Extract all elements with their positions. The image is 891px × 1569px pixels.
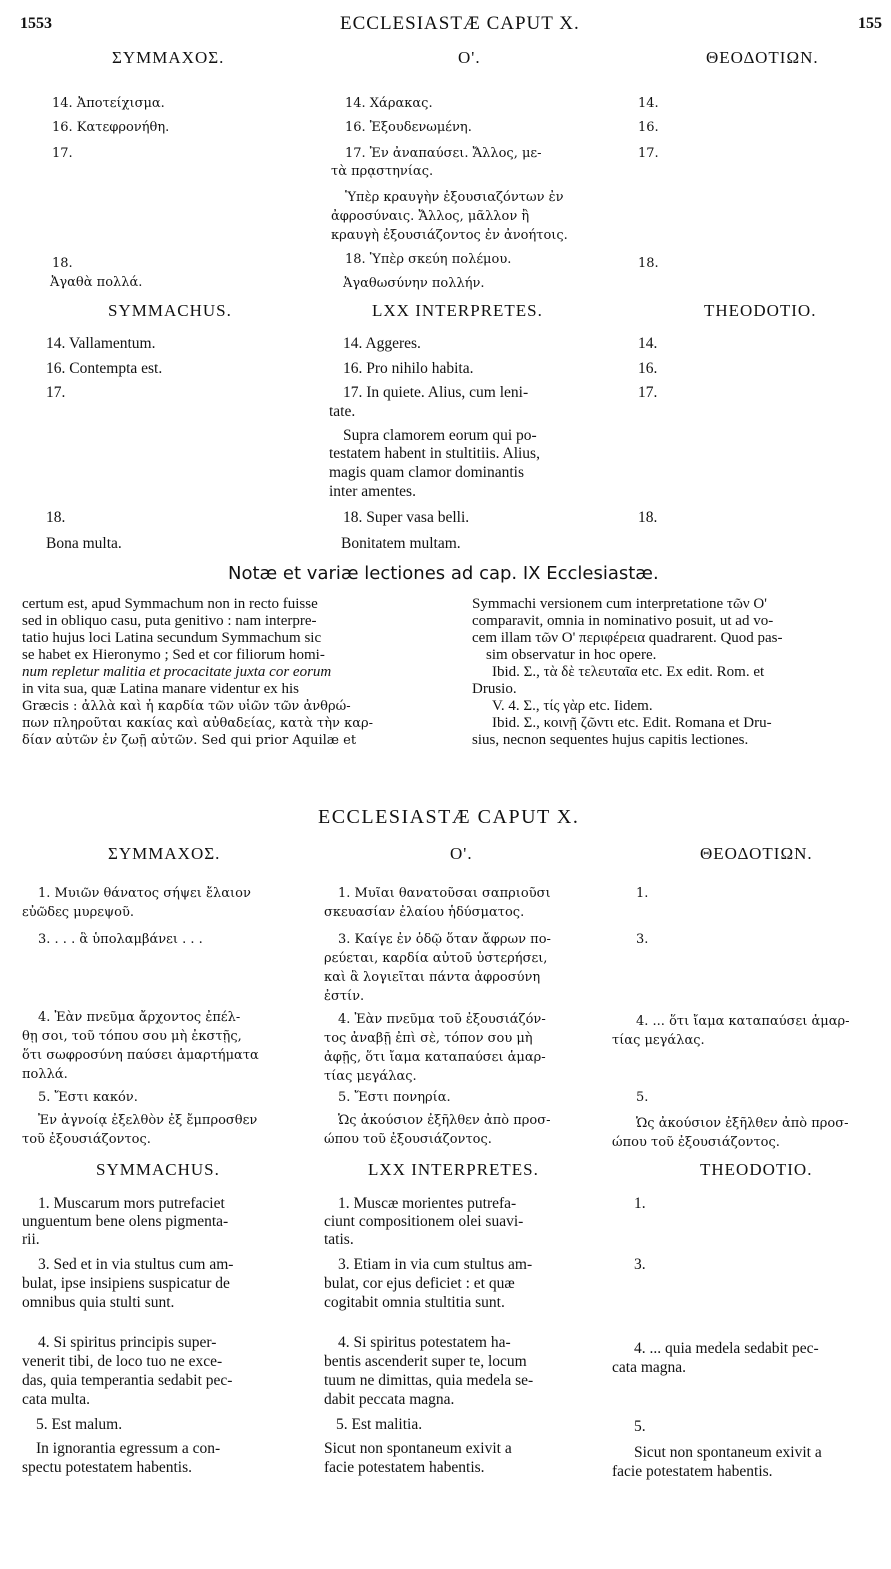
verse-text: 4. Ἐὰν πνεῦμα τοῦ ἐξουσιάζόν- (338, 1012, 546, 1027)
verse-text: das, quia temperantia sedabit pec- (22, 1372, 233, 1389)
verse-text: ἀφροσύναις. Ἄλλος, μᾶλλον ἢ (331, 209, 530, 224)
verse-text: magis quam clamor dominantis (329, 464, 525, 481)
verse-text: 3. (636, 932, 649, 947)
note-line: Græcis : ἀλλὰ καὶ ἡ καρδία τῶν υἱῶν τῶν ἀνθρώ- (22, 699, 351, 714)
verse-text: 5. (636, 1090, 649, 1105)
verse-text: bulat, ipse insipiens suspicatur de (22, 1275, 230, 1292)
verse-text: cata magna. (612, 1359, 687, 1376)
verse-text: 5. Est malitia. (336, 1416, 423, 1433)
verse-text: Ὑπὲρ κραυγὴν ἐξουσιαζόντων ἐν (345, 190, 564, 205)
note-line: tatio hujus loci Latina secundum Symmachum sic (22, 630, 322, 646)
verse-text: cogitabit omnia stultitia sunt. (324, 1294, 505, 1311)
col-header-lxx-greek: Ο'. (450, 844, 473, 863)
col-header-symmachus-latin: SYMMACHUS. (108, 301, 232, 320)
verse-text: omnibus quia stulti sunt. (22, 1294, 175, 1311)
verse-text: 4. Ἐὰν πνεῦμα ἄρχοντος ἐπέλ- (38, 1010, 241, 1025)
verse-text: 18. Super vasa belli. (343, 509, 470, 526)
verse-text: 3. Καίγε ἐν ὁδῷ ὅταν ἄφρων πο- (338, 932, 551, 947)
col-header-symmachus-greek: ΣΥΜΜΑΧΟΣ. (112, 48, 225, 67)
verse-text: εὐῶδες μυρεψοῦ. (22, 905, 134, 920)
verse-text: θῃ σοι, τοῦ τόπου σου μὴ ἐκστῇς, (22, 1029, 242, 1044)
col-header-lxx-latin: LXX INTERPRETES. (368, 1160, 539, 1179)
verse-text: 1. Μυῖαι θανατοῦσαι σαπριοῦσι (338, 886, 551, 901)
verse-text: Sicut non spontaneum exivit a (634, 1444, 822, 1461)
verse-text: spectu potestatem habentis. (22, 1459, 193, 1476)
verse-text: ώπου τοῦ ἐξουσιάζοντος. (324, 1132, 492, 1147)
verse-text: Bona multa. (46, 535, 122, 552)
verse-text: 16. Contempta est. (46, 360, 163, 377)
notes-heading: Notæ et variæ lectiones ad cap. IX Ecclesiastæ. (228, 563, 659, 584)
verse-text: 16. Κατεφρονήθη. (52, 120, 170, 135)
verse-text: bentis ascenderit super te, locum (324, 1353, 527, 1370)
verse-text: Ἀγαθωσύνην πολλήν. (343, 276, 485, 291)
verse-text: 17. (46, 384, 66, 401)
verse-text: 14. Aggeres. (343, 335, 421, 352)
verse-text: 18. (638, 509, 658, 526)
verse-text: 17. In quiete. Alius, cum leni- (343, 384, 529, 401)
verse-text: Ἀγαθὰ πολλά. (50, 275, 143, 290)
note-line: πων πληροῦται κακίας καὶ αὐθαδείας, κατὰ τὴν καρ- (22, 716, 374, 731)
note-line: se habet ex Hieronymo ; Sed et cor filiorum homi- (22, 647, 325, 663)
note-line: sed in obliquo casu, puta genitivo : nam interpre- (22, 613, 317, 629)
note-line: certum est, apud Symmachum non in recto fuisse (22, 596, 318, 612)
verse-text: τος ἀναβῇ ἐπὶ σὲ, τόπον σου μὴ (324, 1031, 533, 1046)
note-line: sim observatur in hoc opere. (486, 647, 657, 663)
verse-text: ὅτι σωφροσύνη παύσει ἁμαρτήματα (22, 1048, 259, 1063)
page-number-left: 1553 (20, 15, 52, 32)
verse-text: rii. (22, 1231, 40, 1248)
verse-text: 14. Vallamentum. (46, 335, 156, 352)
col-header-theodotio-latin: THEODOTIO. (700, 1160, 813, 1179)
verse-text: Sicut non spontaneum exivit a (324, 1440, 512, 1457)
verse-text: καὶ ἃ λογιεῖται πάντα ἀφροσύνη (324, 970, 541, 985)
verse-text: 5. Est malum. (36, 1416, 123, 1433)
note-line: in vita sua, quæ Latina manare videntur ex his (22, 681, 300, 697)
verse-text: 5. Ἔστι πονηρία. (338, 1090, 451, 1105)
verse-text: τίας μεγάλας. (324, 1069, 417, 1084)
verse-text: Supra clamorem eorum qui po- (343, 427, 537, 444)
verse-text: 5. (634, 1418, 646, 1435)
verse-text: 17. (638, 146, 659, 161)
note-line: Drusio. (472, 681, 517, 697)
verse-text: 5. Ἔστι κακόν. (38, 1090, 138, 1105)
verse-text: 3. Etiam in via cum stultus am- (338, 1256, 533, 1273)
verse-text: ώπου τοῦ ἐξουσιάζοντος. (612, 1135, 780, 1150)
verse-text: 17. Ἐν ἀναπαύσει. Ἄλλος, με- (345, 146, 542, 161)
verse-text: ἀφῇς, ὅτι ἴαμα καταπαύσει ἁμαρ- (324, 1050, 546, 1065)
verse-text: 14. (638, 96, 659, 111)
verse-text: σκευασίαν ἐλαίου ἡδύσματος. (324, 905, 525, 920)
verse-text: unguentum bene olens pigmenta- (22, 1213, 229, 1230)
verse-text: τὰ πρᾳστηνίας. (331, 164, 434, 179)
verse-text: Ὡς ἀκούσιον ἐξῆλθεν ἀπὸ προσ- (636, 1116, 849, 1131)
verse-text: 16. Ἐξουδενωμένη. (345, 120, 472, 135)
verse-text: τοῦ ἐξουσιάζοντος. (22, 1132, 151, 1147)
verse-text: 1. (636, 886, 649, 901)
verse-text: κραυγὴ ἐξουσιάζοντος ἐν ἀνοήτοις. (331, 228, 568, 243)
col-header-symmachus-greek: ΣΥΜΜΑΧΟΣ. (108, 844, 221, 863)
note-line: V. 4. Σ., τίς γὰρ etc. Iidem. (492, 698, 653, 714)
col-header-theodotion-greek: ΘΕΟΔΟΤΙΩΝ. (700, 844, 813, 863)
verse-text: 1. (634, 1195, 646, 1212)
col-header-theodotion-greek: ΘΕΟΔΟΤΙΩΝ. (706, 48, 819, 67)
note-line: Symmachi versionem cum interpretatione τῶν Ο' (472, 596, 767, 612)
verse-text: facie potestatem habentis. (612, 1463, 773, 1480)
section-title: ECCLESIASTÆ CAPUT X. (318, 806, 580, 828)
verse-text: 18. (52, 256, 73, 271)
verse-text: cata multa. (22, 1391, 90, 1408)
verse-text: 17. (638, 384, 658, 401)
verse-text: ciunt compositionem olei suavi- (324, 1213, 524, 1230)
verse-text: 18. Ὑπὲρ σκεύη πολέμου. (345, 252, 512, 267)
verse-text: 16. Pro nihilo habita. (343, 360, 474, 377)
verse-text: facie potestatem habentis. (324, 1459, 485, 1476)
verse-text: Bonitatem multam. (341, 535, 461, 552)
verse-text: 1. Μυιῶν θάνατος σήψει ἔλαιον (38, 886, 251, 901)
verse-text: 14. (638, 335, 658, 352)
note-line: comparavit, omnia in nominativo posuit, ut ad vo- (472, 613, 774, 629)
verse-text: dabit peccata magna. (324, 1391, 455, 1408)
verse-text: 4. ... quia medela sedabit pec- (634, 1340, 819, 1357)
verse-text: 4. Si spiritus potestatem ha- (338, 1334, 511, 1351)
verse-text: 4. ... ὅτι ἴαμα καταπαύσει ἁμαρ- (636, 1014, 850, 1029)
verse-text: 17. (52, 146, 73, 161)
verse-text: 16. (638, 360, 658, 377)
verse-text: testatem habent in stultitiis. Alius, (329, 445, 540, 462)
verse-text: ρεύεται, καρδία αὐτοῦ ὑστερήσει, (324, 951, 548, 966)
verse-text: 16. (638, 120, 659, 135)
verse-text: 14. Ἀποτείχισμα. (52, 96, 165, 111)
verse-text: 14. Χάρακας. (345, 96, 433, 111)
verse-text: 18. (46, 509, 66, 526)
verse-text: In ignorantia egressum a con- (36, 1440, 221, 1457)
page-number-right: 155 (858, 15, 882, 32)
verse-text: 1. Muscarum mors putrefaciet (38, 1195, 225, 1212)
col-header-symmachus-latin: SYMMACHUS. (96, 1160, 220, 1179)
verse-text: bulat, cor ejus deficiet : et quæ (324, 1275, 515, 1292)
verse-text: ἐστίν. (324, 989, 365, 1004)
verse-text: 1. Muscæ morientes putrefa- (338, 1195, 517, 1212)
note-line: δίαν αὐτῶν ἐν ζωῇ αὐτῶν. Sed qui prior Aquilæ et (22, 733, 357, 748)
verse-text: τίας μεγάλας. (612, 1033, 705, 1048)
verse-text: venerit tibi, de loco tuo ne exce- (22, 1353, 223, 1370)
note-line: sius, necnon sequentes hujus capitis lectiones. (472, 732, 749, 748)
verse-text: 4. Si spiritus principis super- (38, 1334, 217, 1351)
verse-text: tate. (329, 403, 356, 420)
verse-text: 18. (638, 256, 659, 271)
verse-text: Ὡς ἀκούσιον ἐξῆλθεν ἀπὸ προσ- (338, 1113, 551, 1128)
verse-text: tuum ne dimittas, quia medela se- (324, 1372, 534, 1389)
running-title: ECCLESIASTÆ CAPUT X. (340, 13, 580, 34)
col-header-theodotio-latin: THEODOTIO. (704, 301, 817, 320)
verse-text: 3. (634, 1256, 646, 1273)
verse-text: 3. . . . ἃ ὑπολαμβάνει . . . (38, 932, 203, 947)
note-line: Ibid. Σ., κοινῇ ζῶντι etc. Edit. Romana et Dru- (492, 715, 772, 731)
col-header-lxx-latin: LXX INTERPRETES. (372, 301, 543, 320)
note-line: num repletur malitia et procacitate juxta cor eorum (22, 664, 332, 680)
note-line: cem illam τῶν Ο' περιφέρεια quadrarent. Quod pas- (472, 630, 783, 646)
verse-text: Ἐν ἀγνοίᾳ ἐξελθὸν ἐξ ἔμπροσθεν (38, 1113, 258, 1128)
verse-text: πολλά. (22, 1067, 68, 1082)
col-header-lxx-greek: Ο'. (458, 48, 481, 67)
verse-text: inter amentes. (329, 483, 416, 500)
verse-text: 3. Sed et in via stultus cum am- (38, 1256, 234, 1273)
note-line: Ibid. Σ., τὰ δὲ τελευταῖα etc. Ex edit. Rom. et (492, 664, 765, 680)
verse-text: tatis. (324, 1231, 354, 1248)
